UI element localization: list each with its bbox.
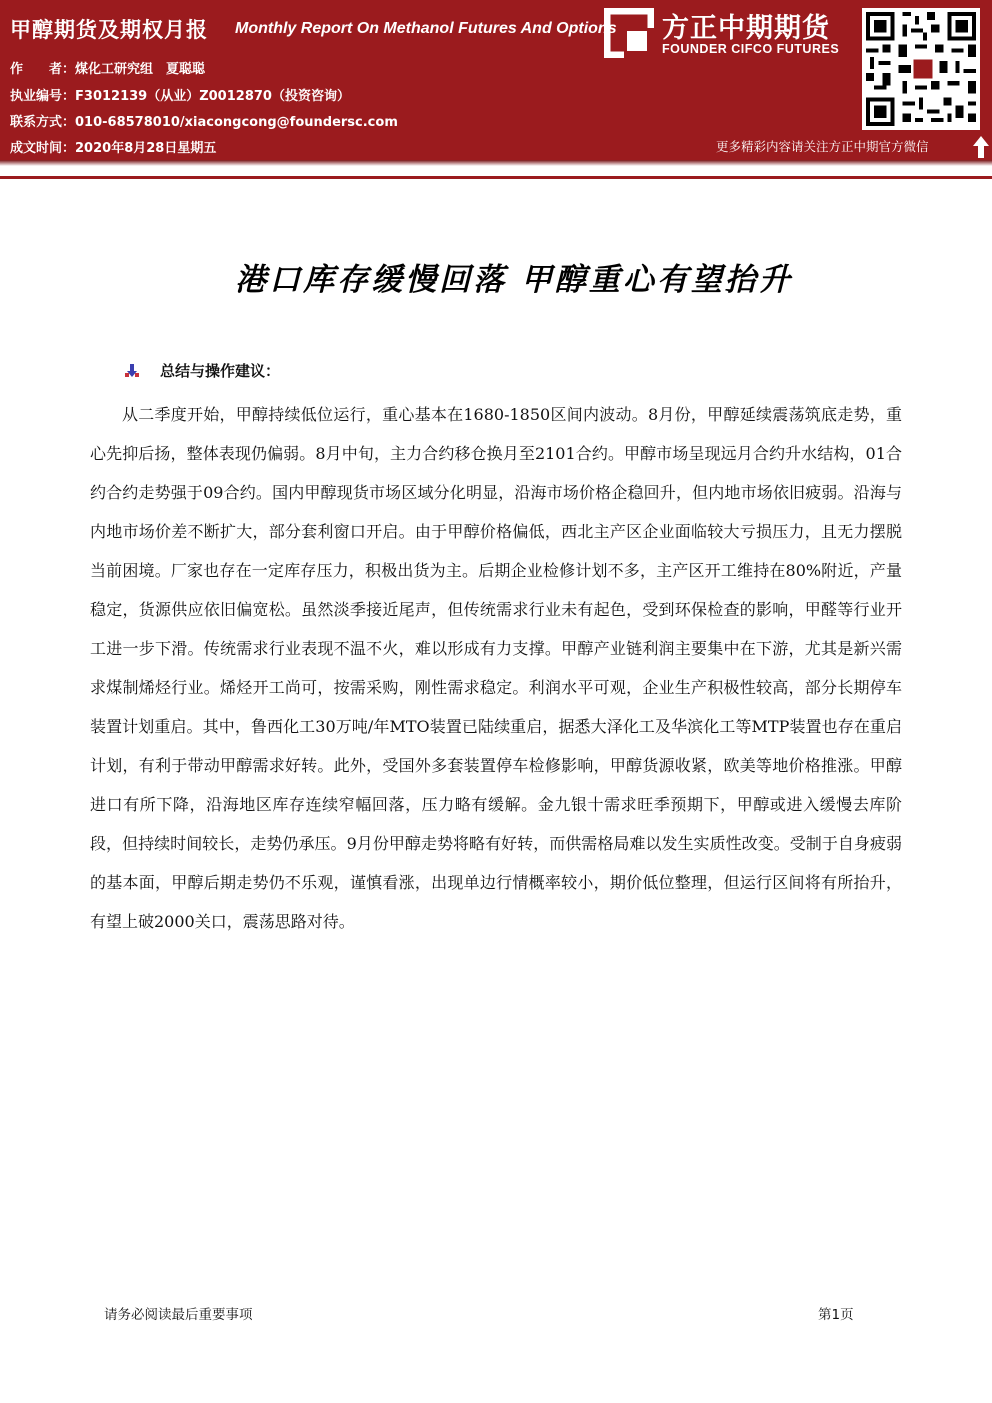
contact-label: 联系方式： (10, 115, 76, 130)
logo-english-name: FOUNDER CIFCO FUTURES (662, 42, 840, 56)
wechat-follow-note: 更多精彩内容请关注方正中期官方微信 (716, 139, 929, 154)
date-line (10, 137, 216, 156)
author-label: 作 者： (10, 62, 76, 77)
report-header (0, 0, 992, 160)
date-value: 2020年8月28日星期五 (75, 141, 217, 156)
footer-divider (90, 1298, 902, 1299)
header-shadow (0, 160, 992, 166)
license-value: F3012139（从业）Z0012870（投资咨询） (75, 89, 350, 104)
section-heading-label: 总结与操作建议： (160, 362, 281, 380)
founder-logo-icon (604, 8, 654, 58)
wechat-qr-code-icon[interactable] (862, 8, 980, 130)
company-logo (604, 6, 856, 62)
report-title: 甲醇期货及期权月报 (10, 18, 208, 42)
page-number: 第1页 (818, 1307, 854, 1323)
contact-value: 010-68578010/xiacongcong@foundersc.com (75, 115, 398, 130)
license-label: 执业编号： (10, 89, 76, 104)
author-line (10, 58, 205, 77)
license-line (10, 85, 350, 104)
summary-paragraph: 从二季度开始，甲醇持续低位运行，重心基本在1680-1850区间内波动。8月份，甲醇延续震荡筑底走势，重心先抑后扬，整体表现仍偏弱。8月中旬，主力合约移仓换月至2101合约。甲醇市场呈现远月合约升水结构，01合约合约走势强于09合约。国内甲醇现货市场区域分化明显，沿海市场价格企稳回升，但内地市场依旧疲弱。沿海与内地市场价差不断扩大，部分套利窗口开启。由于甲醇价格偏低，西北主产区企业面临较大亏损压力，且无力摆脱当前困境。厂家也存在一定库存压力，积极出货为主。后期企业检修计划不多，主产区开工维持在80%附近，产量稳定，货源供应依旧偏宽松。虽然淡季接近尾声，但传统需求行业未有起色，受到环保检查的影响，甲醛等行业开工进一步下滑。传统需求行业表现不温不火，难以形成有力支撑。甲醇产业链利润主要集中在下游，尤其是新兴需求煤制烯烃行业。烯烃开工尚可，按需采购，刚性需求稳定。利润水平可观，企业生产积极性较高，部分长期停车装置计划重启。其中，鲁西化工30万吨/年MTO装置已陆续重启，据悉大泽化工及华滨化工等MTP装置也存在重启计划，有利于带动甲醇需求好转。此外，受国外多套装置停车检修影响，甲醇货源收紧，欧美等地价格推涨。甲醇进口有所下降，沿海地区库存连续窄幅回落，压力略有缓解。金九银十需求旺季预期下，甲醇或进入缓慢去库阶段，但持续时间较长，走势仍承压。9月份甲醇走势将略有好转，而供需格局难以发生实质性改变。受制于自身疲弱的基本面，甲醇后期走势仍不乐观，谨慎看涨，出现单边行情概率较小，期价低位整理，但运行区间将有所抬升，有望上破2000关口，震荡思路对待。 (90, 405, 902, 931)
bullet-arrow-icon (124, 363, 140, 379)
author-value: 煤化工研究组 夏聪聪 (75, 62, 206, 77)
contact-line (10, 111, 398, 130)
footer-notice: 请务必阅读最后重要事项 (104, 1307, 253, 1323)
header-divider (0, 176, 992, 179)
arrow-up-icon (972, 135, 990, 159)
document-title: 港口库存缓慢回落 甲醇重心有望抬升 (235, 262, 793, 298)
date-label: 成文时间： (10, 141, 76, 156)
logo-chinese-name: 方正中期期货 (662, 13, 830, 44)
report-subtitle: Monthly Report On Methanol Futures And Options (235, 20, 617, 37)
